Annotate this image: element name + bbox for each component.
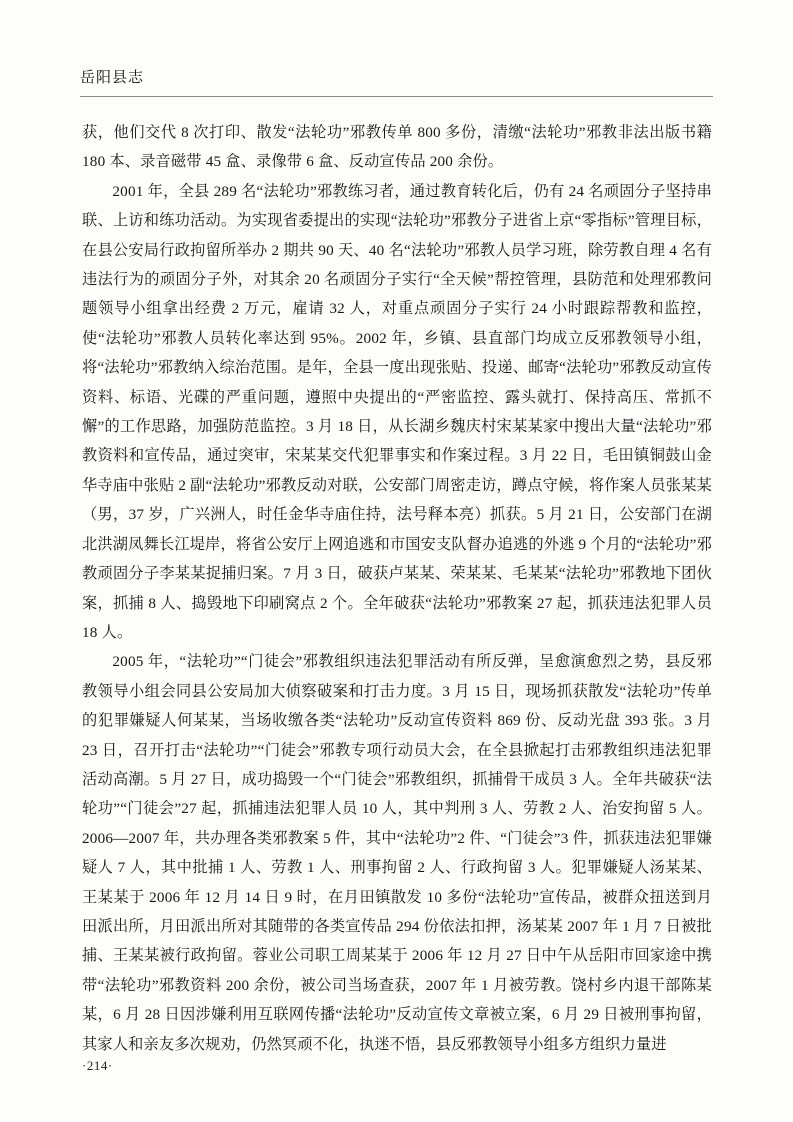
header-divider <box>80 96 713 97</box>
paragraph: 2005 年，“法轮功”“门徒会”邪教组织违法犯罪活动有所反弹，呈愈演愈烈之势，县反邪教领导小组会同县公安局加大侦察破案和打击力度。3 月 15 日，现场抓获散发“法轮功”传单的犯罪嫌疑人何某某，当场收缴各类“法轮功”反动宣传资料 869 份、反动光盘 393 张。3 月 23 日，召开打击“法轮功”“门徒会”邪教专项行动员大会，在全县掀起打击邪教组织违法犯罪活动高潮。5 月 27 日，成功捣毁一个“门徒会”邪教组织，抓捕骨干成员 3 人。全年共破获“法轮功”“门徒会”27 起，抓捕违法犯罪人员 10 人，其中判刑 3 人、劳教 2 人、治安拘留 5 人。2006—2007 年，共办理各类邪教案 5 件，其中“法轮功”2 件、“门徒会”3 件，抓获违法犯罪嫌疑人 7 人，其中批捕 1 人、劳教 1 人、刑事拘留 2 人、行政拘留 3 人。犯罪嫌疑人汤某某、王某某于 2006 年 12 月 14 日 9 时，在月田镇散发 10 多份“法轮功”宣传品，被群众扭送到月田派出所，月田派出所对其随带的各类宣传品 294 份依法扣押，汤某某 2007 年 1 月 7 日被批捕、王某某被行政拘留。蓉业公司职工周某某于 2006 年 12 月 27 日中午从岳阳市回家途中携带“法轮功”邪教资料 200 余份，被公司当场查获，2007 年 1 月被劳教。饶村乡内退干部陈某某，6 月 28 日因涉嫌利用互联网传播“法轮功”反动宣传文章被立案，6 月 29 日被刑事拘留，其家人和亲友多次规劝，仍然冥顽不化，执迷不悟，县反邪教领导小组多方组织力量进 <box>82 653 712 1053</box>
paragraph: 获，他们交代 8 次打印、散发“法轮功”邪教传单 800 多份，清缴“法轮功”邪教非法出版书籍 180 本、录音磁带 45 盒、录像带 6 盒、反动宣传品 200 余份。 <box>82 124 712 171</box>
page-header <box>80 66 713 100</box>
book-title: 岳阳县志 <box>80 68 145 86</box>
paragraph: 2001 年，全县 289 名“法轮功”邪教练习者，通过教育转化后，仍有 24 名顽固分子坚持串联、上访和练功活动。为实现省委提出的实现“法轮功”邪教分子进省上京“零指标”管理目标，在县公安局行政拘留所举办 2 期共 90 天、40 名“法轮功”邪教人员学习班，除劳教自理 4 名有违法行为的顽固分子外，对其余 20 名顽固分子实行“全天候”帮控管理，县防范和处理邪教问题领导小组拿出经费 2 万元，雇请 32 人，对重点顽固分子实行 24 小时跟踪帮教和监控，使“法轮功”邪教人员转化率达到 95%。2002 年，乡镇、县直部门均成立反邪教领导小组，将“法轮功”邪教纳入综治范围。是年，全县一度出现张贴、投递、邮寄“法轮功”邪教反动宣传资料、标语、光碟的严重问题，遵照中央提出的“严密监控、露头就打、保持高压、常抓不懈”的工作思路，加强防范监控。3 月 18 日，从长湖乡魏庆村宋某某家中搜出大量“法轮功”邪教资料和宣传品，通过突审，宋某某交代犯罪事实和作案过程。3 月 22 日，毛田镇铜鼓山金华寺庙中张贴 2 副“法轮功”邪教反动对联，公安部门周密走访，蹲点守候，将作案人员张某某（男，37 岁，广兴洲人，时任金华寺庙住持，法号释本亮）抓获。5 月 21 日，公安部门在湖北洪湖凤舞长江堤岸，将省公安厅上网追逃和市国安支队督办追逃的外逃 9 个月的“法轮功”邪教顽固分子李某某捉捕归案。7 月 3 日，破获卢某某、荣某某、毛某某“法轮功”邪教地下团伙案，抓捕 8 人、捣毁地下印刷窝点 2 个。全年破获“法轮功”邪教案 27 起，抓获违法犯罪人员 18 人。 <box>82 182 712 641</box>
page-content <box>82 118 712 1059</box>
page-number: ·214· <box>82 1058 113 1073</box>
